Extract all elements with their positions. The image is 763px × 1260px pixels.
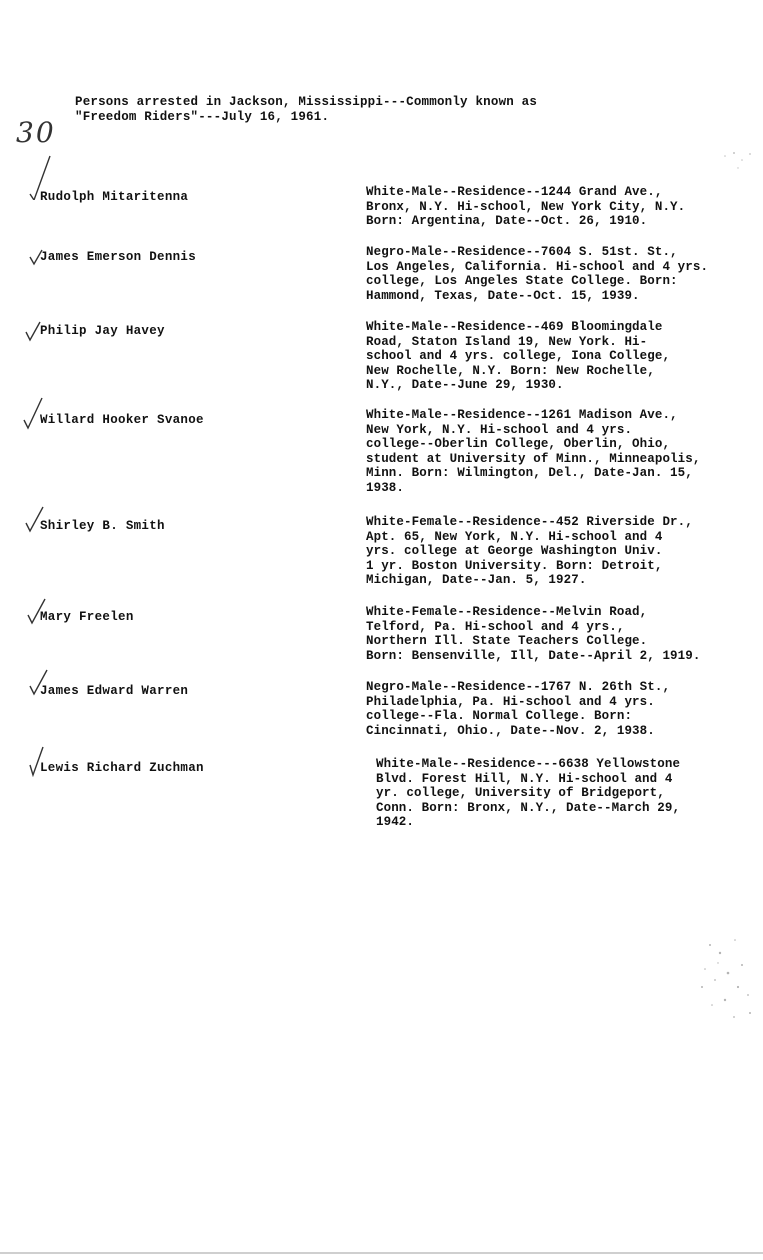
person-details: White-Male--Residence---6638 Yellowstone Blvd. Forest Hill, N.Y. Hi-school and 4 yr. college, University of Bridgeport, Conn. Born: Bronx, N.Y., Date--March 29, 1942.	[376, 757, 681, 830]
scan-edge	[0, 1252, 763, 1254]
person-name: Rudolph Mitaritenna	[40, 190, 189, 204]
handwritten-page-number: 30	[16, 116, 56, 149]
person-name: Philip Jay Havey	[40, 324, 165, 338]
person-details: White-Male--Residence--469 Bloomingdale Road, Staton Island 19, New York. Hi- school and 4 yrs. college, Iona College, New Rochelle, N.Y. Born: New Rochelle, N.Y., Date--June 29, 1930.	[366, 320, 671, 393]
person-name: Shirley B. Smith	[40, 519, 165, 533]
person-name: James Emerson Dennis	[40, 250, 197, 264]
checkmark-icon	[28, 154, 52, 194]
person-name: Mary Freelen	[40, 610, 134, 624]
document-header	[75, 95, 635, 125]
header-line: "Freedom Riders"---July 16, 1961.	[75, 110, 330, 124]
scan-smudge	[720, 148, 760, 178]
person-details: White-Female--Residence--Melvin Road, Telford, Pa. Hi-school and 4 yrs., Northern Ill. State Teachers College. Born: Bensenville, Ill, Date--April 2, 1919.	[366, 605, 701, 663]
person-details: White-Male--Residence--1244 Grand Ave., Bronx, N.Y. Hi-school, New York City, N.Y. Born: Argentina, Date--Oct. 26, 1910.	[366, 185, 686, 229]
person-name: Lewis Richard Zuchman	[40, 761, 204, 775]
person-details: Negro-Male--Residence--7604 S. 51st. St., Los Angeles, California. Hi-school and 4 yrs. college, Los Angeles State College. Born: Hammond, Texas, Date--Oct. 15, 1939.	[366, 245, 709, 303]
person-name: James Edward Warren	[40, 684, 189, 698]
person-details: White-Female--Residence--452 Riverside Dr., Apt. 65, New York, N.Y. Hi-school and 4 yrs. college at George Washington Univ. 1 yr. Boston University. Born: Detroit, Michigan, Date--Jan. 5, 1927.	[366, 515, 693, 588]
scan-smudge	[690, 925, 760, 1030]
person-details: White-Male--Residence--1261 Madison Ave., New York, N.Y. Hi-school and 4 yrs. college--Oberlin College, Oberlin, Ohio, student at University of Minn., Minneapolis, Minn. Born: Wilmington, Del., Date-Jan. 15, 1938.	[366, 408, 701, 495]
person-details: Negro-Male--Residence--1767 N. 26th St., Philadelphia, Pa. Hi-school and 4 yrs. college--Fla. Normal College. Born: Cincinnati, Ohio., Date--Nov. 2, 1938.	[366, 680, 671, 738]
person-name: Willard Hooker Svanoe	[40, 413, 204, 427]
header-line: Persons arrested in Jackson, Mississippi---Commonly known as	[75, 95, 538, 109]
